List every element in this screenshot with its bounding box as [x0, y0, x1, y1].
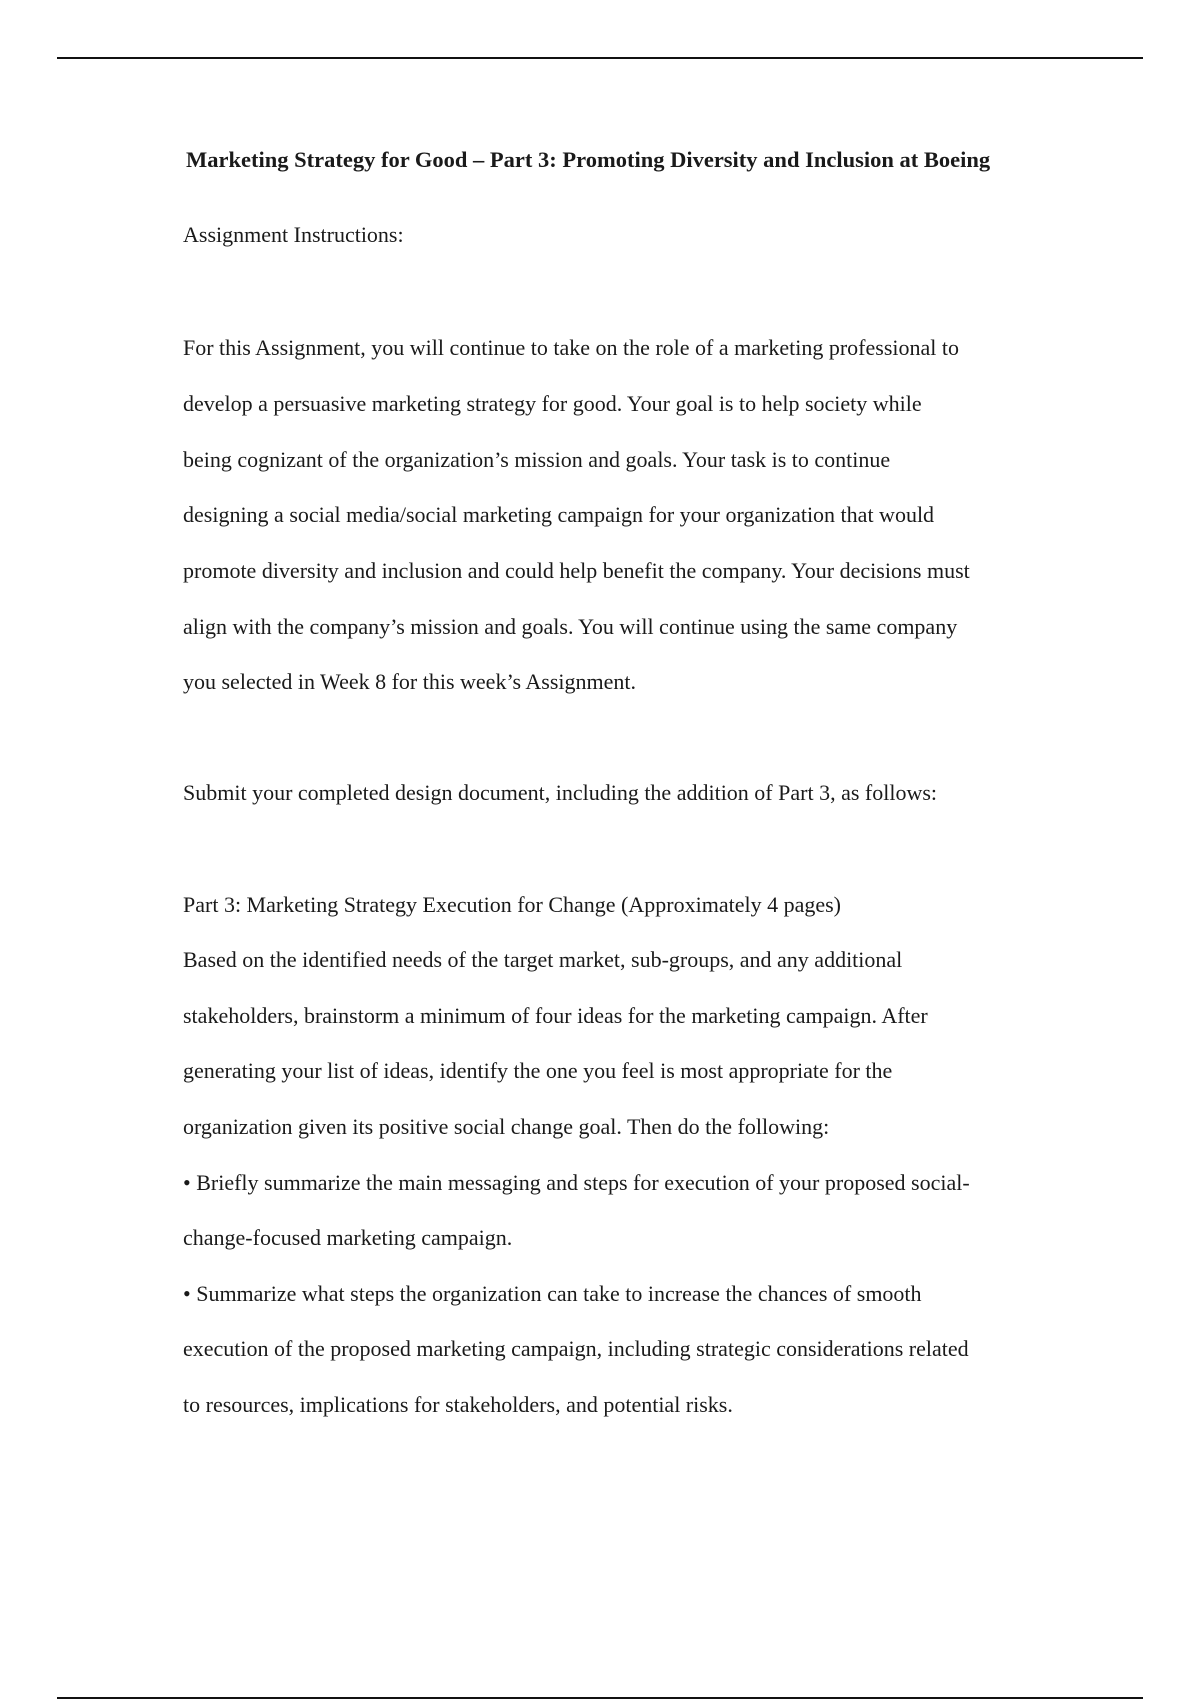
paragraph1-line: designing a social media/social marketing campaign for your organization that would: [183, 502, 935, 527]
paragraph1-line: promote diversity and inclusion and could help benefit the company. Your decisions must: [183, 558, 970, 583]
part3-heading: Part 3: Marketing Strategy Execution for Change (Approximately 4 pages): [183, 892, 841, 917]
document-title: Marketing Strategy for Good – Part 3: Promoting Diversity and Inclusion at Boeing: [186, 147, 991, 172]
part3-line: Based on the identified needs of the target market, sub-groups, and any additional: [183, 947, 903, 972]
paragraph1-line: For this Assignment, you will continue to take on the role of a marketing professional to: [183, 335, 959, 360]
bottom-rule: [57, 1697, 1143, 1699]
bullet2-line: • Summarize what steps the organization can take to increase the chances of smooth: [183, 1281, 922, 1306]
paragraph1-line: you selected in Week 8 for this week’s Assignment.: [183, 669, 637, 694]
bullet1-line: • Briefly summarize the main messaging and steps for execution of your proposed social-: [183, 1170, 970, 1195]
part3-line: organization given its positive social change goal. Then do the following:: [183, 1114, 830, 1139]
part3-line: generating your list of ideas, identify the one you feel is most appropriate for the: [183, 1058, 893, 1083]
paragraph1-line: align with the company’s mission and goals. You will continue using the same company: [183, 614, 958, 639]
part3-line: stakeholders, brainstorm a minimum of four ideas for the marketing campaign. After: [183, 1003, 928, 1028]
bullet2-line: execution of the proposed marketing campaign, including strategic considerations related: [183, 1336, 969, 1361]
paragraph1-line: develop a persuasive marketing strategy for good. Your goal is to help society while: [183, 391, 922, 416]
top-rule: [57, 57, 1143, 59]
bullet2-line: to resources, implications for stakeholders, and potential risks.: [183, 1392, 733, 1417]
submit-instruction: Submit your completed design document, including the addition of Part 3, as follows:: [183, 780, 938, 805]
bullet1-line: change-focused marketing campaign.: [183, 1225, 513, 1250]
instructions-heading: Assignment Instructions:: [183, 222, 404, 247]
paragraph1-line: being cognizant of the organization’s mission and goals. Your task is to continue: [183, 447, 891, 472]
